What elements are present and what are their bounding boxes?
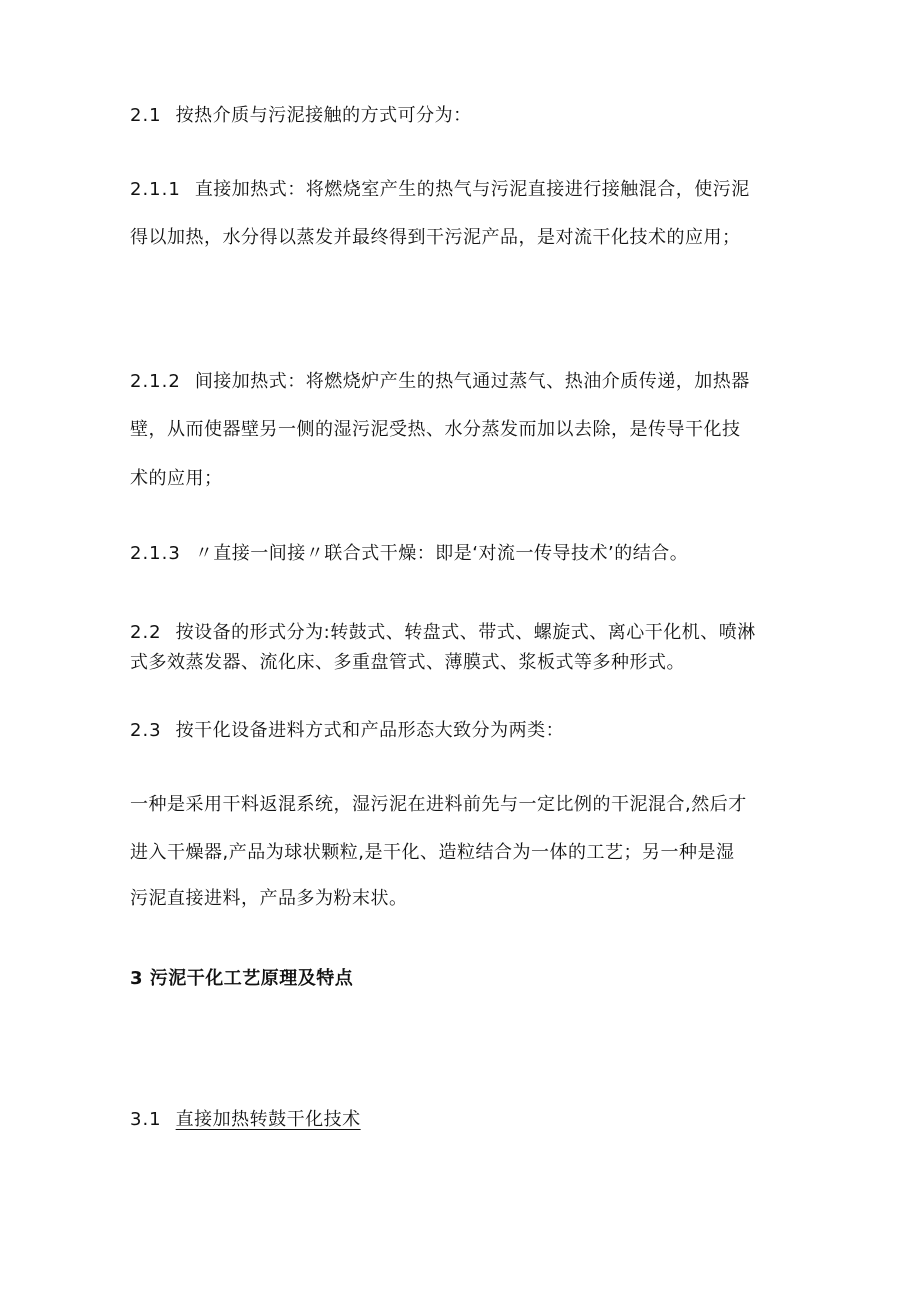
section-text: 间接加热式：将燃烧炉产生的热气通过蒸气、热油介质传递，加热器 (194, 371, 750, 392)
section-2-2-line2: 式多效蒸发器、流化床、多重盘管式、薄膜式、浆板式等多种形式。 (130, 652, 685, 673)
section-2-1-1-line2: 得以加热，水分得以蒸发并最终得到干污泥产品，是对流干化技术的应用； (130, 227, 741, 248)
section-3-heading: 3 污泥干化工艺原理及特点 (130, 968, 354, 989)
section-text: 按干化设备进料方式和产品形态大致分为两类： (175, 720, 565, 741)
section-number: 2.1.1 (130, 179, 181, 200)
section-2-1-2-line2: 壁，从而使器壁另一侧的湿污泥受热、水分蒸发而加以去除，是传导干化技 (130, 419, 741, 440)
section-2-3 (130, 719, 564, 743)
section-3-1-heading (130, 1108, 361, 1132)
section-number: 2.2 (130, 622, 162, 643)
section-text: 按热介质与污泥接触的方式可分为： (175, 105, 472, 126)
section-text: 直接加热式：将燃烧室产生的热气与污泥直接进行接触混合，使污泥 (194, 179, 750, 200)
section-number: 2.3 (130, 720, 162, 741)
section-2-1-1-line1 (130, 178, 750, 202)
section-number: 2.1.3 (130, 543, 181, 564)
section-2-2-line1 (130, 621, 756, 645)
paragraph-line3: 污泥直接进料，产品多为粉末状。 (130, 888, 408, 909)
section-2-1-2-line1 (130, 370, 750, 394)
paragraph-line1: 一种是采用干料返混系统，湿污泥在进料前先与一定比例的干泥混合,然后才 (130, 794, 747, 815)
section-2-1-3 (130, 542, 688, 566)
section-number: 2.1.2 (130, 371, 181, 392)
section-text: 按设备的形式分为:转鼓式、转盘式、带式、螺旋式、离心干化机、喷淋 (175, 622, 756, 643)
section-text: 直接加热转鼓干化技术 (175, 1109, 361, 1130)
section-text: 〃直接一间接〃联合式干燥：即是‘对流一传导技术’的结合。 (194, 543, 689, 564)
section-2-1-2-line3: 术的应用； (130, 468, 223, 489)
section-number: 2.1 (130, 105, 162, 126)
section-number: 3.1 (130, 1109, 162, 1130)
paragraph-line2: 进入干燥器,产品为球状颗粒,是干化、造粒结合为一体的工艺；另一种是湿 (130, 842, 735, 863)
section-2-1 (130, 104, 472, 128)
